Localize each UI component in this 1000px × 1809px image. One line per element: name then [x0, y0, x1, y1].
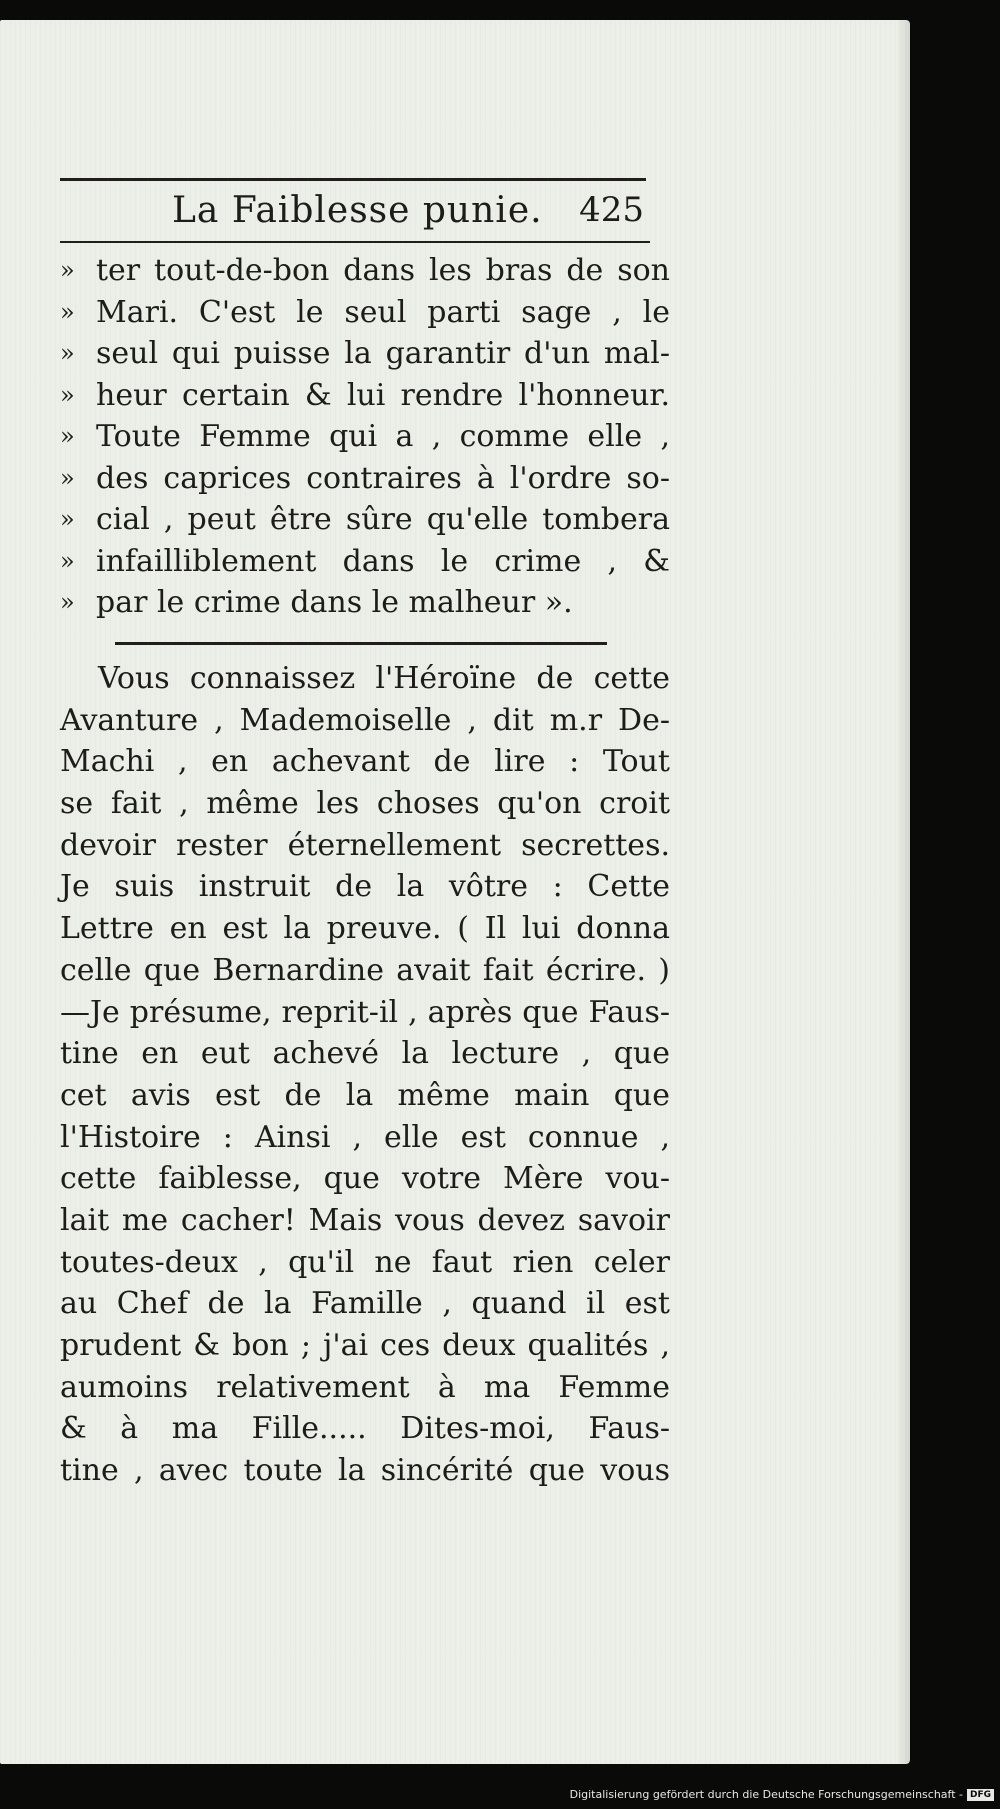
running-title: La Faiblesse punie. — [172, 190, 543, 231]
quote-mark: » — [60, 505, 75, 533]
credit-text: Digitalisierung gefördert durch die Deutsche Forschungsgemeinschaft - — [569, 1788, 963, 1801]
quote-mark: » — [60, 422, 75, 450]
quote-mark: » — [60, 588, 75, 616]
quote-mark: » — [60, 297, 75, 326]
quote-line — [60, 333, 670, 375]
section-divider-rule — [115, 642, 607, 645]
header-top-rule — [60, 178, 646, 181]
quote-line — [60, 582, 670, 624]
quote-line-text: Mari. C'est le seul parti sage , le — [96, 294, 670, 330]
quote-line-text: infailliblement dans le crime , & — [96, 543, 670, 579]
quote-mark: » — [60, 339, 75, 367]
quote-line-text: par le crime dans le malheur ». — [96, 585, 573, 620]
quote-line — [60, 458, 670, 500]
body-line: —Je présume, reprit-il , après que Faus- — [60, 994, 670, 1030]
body-line: Machi , en achevant de lire : Tout — [60, 744, 670, 780]
body-line: Avanture , Mademoiselle , dit m.r De- — [60, 702, 670, 738]
body-paragraph — [60, 658, 670, 1492]
body-line: cette faiblesse, que votre Mère vou- — [60, 1161, 670, 1197]
quote-mark: » — [60, 380, 75, 409]
dfg-logo: DFG — [967, 1789, 994, 1801]
body-line: devoir rester éternellement secrettes. — [60, 827, 670, 863]
quote-mark: » — [60, 546, 75, 575]
running-header — [60, 190, 650, 240]
page-number: 425 — [579, 190, 644, 230]
body-line: au Chef de la Famille , quand il est — [60, 1286, 670, 1322]
body-line: lait me cacher! Mais vous devez savoir — [60, 1202, 670, 1238]
body-line: Vous connaissez l'Héroïne de cette — [98, 661, 670, 696]
body-line: Lettre en est la preuve. ( Il lui donna — [60, 911, 670, 947]
quote-line-text: cial , peut être sûre qu'elle tombera — [96, 502, 670, 537]
quote-line-text: heur certain & lui rendre l'honneur. — [96, 377, 670, 413]
body-line: Je suis instruit de la vôtre : Cette — [60, 869, 670, 905]
quote-line — [60, 292, 670, 334]
body-line: l'Histoire : Ainsi , elle est connue , — [60, 1119, 670, 1155]
quote-line-text: Toute Femme qui a , comme elle , — [96, 419, 670, 454]
quote-mark: » — [60, 256, 75, 284]
quote-line — [60, 541, 670, 583]
quoted-passage — [60, 250, 670, 624]
quote-mark: » — [60, 463, 75, 492]
digitization-credit — [570, 1788, 994, 1801]
body-line: cet avis est de la même main que — [60, 1077, 670, 1113]
body-line: prudent & bon ; j'ai ces deux qualités , — [60, 1328, 670, 1363]
header-bottom-rule — [60, 241, 650, 243]
quote-line — [60, 499, 670, 541]
body-line: & à ma Fille..... Dites-moi, Faus- — [60, 1411, 670, 1447]
body-line: toutes-deux , qu'il ne faut rien celer — [60, 1244, 670, 1280]
quote-line — [60, 250, 670, 292]
body-line: se fait , même les choses qu'on croit — [60, 786, 670, 822]
quote-line-text: seul qui puisse la garantir d'un mal- — [96, 336, 670, 371]
quote-line — [60, 375, 670, 417]
quote-line — [60, 416, 670, 458]
page-edge — [896, 20, 910, 1764]
body-line: aumoins relativement à ma Femme — [60, 1369, 670, 1405]
body-line: tine en eut achevé la lecture , que — [60, 1036, 670, 1072]
quote-line-text: des caprices contraires à l'ordre so- — [96, 460, 670, 496]
quote-line-text: ter tout-de-bon dans les bras de son — [96, 253, 670, 288]
body-line: celle que Bernardine avait fait écrire. ) — [60, 952, 670, 988]
book-page — [0, 20, 910, 1764]
body-line: tine , avec toute la sincérité que vous — [60, 1453, 670, 1489]
